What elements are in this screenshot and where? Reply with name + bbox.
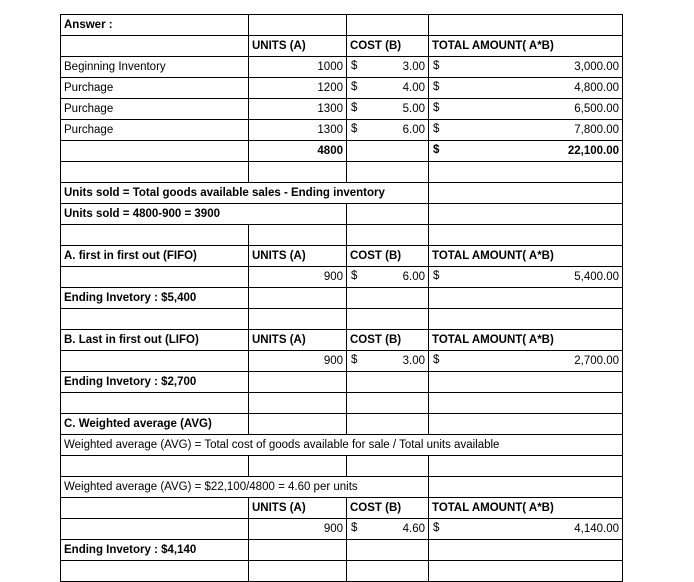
empty-cell: [347, 372, 429, 393]
lifo-row: [61, 351, 623, 372]
empty-cell: [249, 372, 347, 393]
totals-row: [61, 141, 623, 162]
fifo-row: [61, 267, 623, 288]
fifo-ending-row: [61, 288, 623, 309]
lifo-ending-inventory: Ending Invetory : $2,700: [61, 372, 249, 393]
row-total: [429, 99, 623, 120]
spacer-row: [61, 456, 623, 477]
empty-cell: [347, 456, 429, 477]
fifo-heading: A. first in first out (FIFO): [61, 246, 249, 267]
empty-cell: [347, 393, 429, 414]
header-cost: COST (B): [347, 330, 429, 351]
header-total: TOTAL AMOUNT( A*B): [429, 498, 623, 519]
empty-cell: [429, 225, 623, 246]
empty-cell: [429, 15, 623, 36]
spacer-row: [61, 309, 623, 330]
avg-computation-row: [61, 477, 623, 498]
empty-cell: [249, 456, 347, 477]
header-cost: COST (B): [347, 246, 429, 267]
row-units: 1300: [249, 120, 347, 141]
row-units: 1300: [249, 99, 347, 120]
empty-cell: [429, 309, 623, 330]
empty-cell: [249, 309, 347, 330]
empty-cell: [249, 561, 347, 582]
fifo-total: [429, 267, 623, 288]
currency-symbol: $: [351, 522, 358, 534]
row-cost-value: 4.00: [402, 82, 425, 94]
empty-cell: [61, 393, 249, 414]
currency-symbol: $: [351, 81, 358, 93]
empty-cell: [347, 414, 429, 435]
currency-symbol: $: [351, 123, 358, 135]
empty-cell: [249, 540, 347, 561]
empty-cell: [61, 141, 249, 162]
avg-formula: Weighted average (AVG) = Total cost of goods available for sale / Total units available: [61, 435, 623, 456]
empty-cell: [347, 162, 429, 183]
header-units: UNITS (A): [249, 246, 347, 267]
spacer-row: [61, 561, 623, 582]
empty-cell: [61, 351, 249, 372]
row-total: [429, 78, 623, 99]
currency-symbol: $: [433, 60, 440, 72]
spacer-row: [61, 225, 623, 246]
answer-title: Answer :: [61, 15, 249, 36]
lifo-cost-value: 3.00: [402, 355, 425, 367]
row-units: 1000: [249, 57, 347, 78]
total-amount-value: 22,100.00: [567, 145, 619, 157]
spacer-row: [61, 162, 623, 183]
empty-cell: [249, 393, 347, 414]
currency-symbol: $: [433, 354, 440, 366]
row-label: Beginning Inventory: [61, 57, 249, 78]
lifo-heading: B. Last in first out (LIFO): [61, 330, 249, 351]
table-row: [61, 99, 623, 120]
units-sold-value: Units sold = 4800-900 = 3900: [61, 204, 347, 225]
lifo-total: [429, 351, 623, 372]
header-cost: COST (B): [347, 36, 429, 57]
total-amount: [429, 141, 623, 162]
currency-symbol: $: [351, 354, 358, 366]
inventory-worksheet-table: [60, 14, 623, 582]
lifo-cost: [347, 351, 429, 372]
row-cost: [347, 99, 429, 120]
fifo-cost: [347, 267, 429, 288]
avg-total-value: 4,140.00: [574, 523, 619, 535]
fifo-total-value: 5,400.00: [574, 271, 619, 283]
total-units: 4800: [249, 141, 347, 162]
row-total-value: 3,000.00: [574, 61, 619, 73]
lifo-total-value: 2,700.00: [574, 355, 619, 367]
row-total-value: 4,800.00: [574, 82, 619, 94]
table-row: [61, 57, 623, 78]
empty-cell: [249, 288, 347, 309]
empty-cell: [61, 519, 249, 540]
avg-heading-row: [61, 414, 623, 435]
empty-cell: [429, 204, 623, 225]
empty-cell: [429, 414, 623, 435]
row-cost: [347, 57, 429, 78]
currency-symbol: $: [351, 270, 358, 282]
avg-ending-row: [61, 540, 623, 561]
empty-cell: [429, 183, 623, 204]
empty-cell: [429, 540, 623, 561]
avg-cost-value: 4.60: [402, 523, 425, 535]
currency-symbol: $: [433, 522, 440, 534]
row-cost-value: 5.00: [402, 103, 425, 115]
row-total: [429, 120, 623, 141]
header-total: TOTAL AMOUNT( A*B): [429, 246, 623, 267]
avg-cost: [347, 519, 429, 540]
empty-cell: [429, 477, 623, 498]
fifo-ending-inventory: Ending Invetory : $5,400: [61, 288, 249, 309]
table-row: [61, 15, 623, 36]
row-cost-value: 6.00: [402, 124, 425, 136]
row-label: Purchage: [61, 120, 249, 141]
units-sold-formula: Units sold = Total goods available sales - Ending inventory: [61, 183, 429, 204]
empty-cell: [61, 267, 249, 288]
empty-cell: [429, 456, 623, 477]
table-header-row: [61, 36, 623, 57]
empty-cell: [347, 288, 429, 309]
table-row: [61, 78, 623, 99]
row-total-value: 6,500.00: [574, 103, 619, 115]
header-units: UNITS (A): [249, 36, 347, 57]
empty-cell: [61, 225, 249, 246]
avg-heading: C. Weighted average (AVG): [61, 414, 249, 435]
empty-cell: [347, 309, 429, 330]
row-label: Purchage: [61, 99, 249, 120]
lifo-header-row: [61, 330, 623, 351]
row-units: 1200: [249, 78, 347, 99]
empty-cell: [429, 561, 623, 582]
table-row: [61, 183, 623, 204]
empty-cell: [61, 561, 249, 582]
empty-cell: [347, 225, 429, 246]
row-cost: [347, 120, 429, 141]
empty-cell: [429, 372, 623, 393]
currency-symbol: $: [351, 102, 358, 114]
empty-cell: [249, 225, 347, 246]
currency-symbol: $: [433, 270, 440, 282]
avg-formula-row: [61, 435, 623, 456]
row-label: Purchage: [61, 78, 249, 99]
avg-total: [429, 519, 623, 540]
currency-symbol: $: [433, 144, 440, 156]
fifo-units: 900: [249, 267, 347, 288]
row-total: [429, 57, 623, 78]
header-units: UNITS (A): [249, 330, 347, 351]
lifo-ending-row: [61, 372, 623, 393]
avg-computation: Weighted average (AVG) = $22,100/4800 = 4.60 per units: [61, 477, 429, 498]
empty-cell: [347, 204, 429, 225]
empty-cell: [429, 288, 623, 309]
empty-cell: [61, 498, 249, 519]
empty-cell: [61, 456, 249, 477]
table-row: [61, 204, 623, 225]
row-total-value: 7,800.00: [574, 124, 619, 136]
empty-cell: [429, 393, 623, 414]
currency-symbol: $: [351, 60, 358, 72]
spacer-row: [61, 393, 623, 414]
avg-units: 900: [249, 519, 347, 540]
avg-row: [61, 519, 623, 540]
empty-cell: [429, 162, 623, 183]
empty-cell: [61, 309, 249, 330]
empty-cell: [61, 162, 249, 183]
row-cost-value: 3.00: [402, 61, 425, 73]
avg-ending-inventory: Ending Invetory : $4,140: [61, 540, 249, 561]
fifo-header-row: [61, 246, 623, 267]
fifo-cost-value: 6.00: [402, 271, 425, 283]
empty-cell: [347, 141, 429, 162]
header-total: TOTAL AMOUNT( A*B): [429, 36, 623, 57]
empty-cell: [249, 162, 347, 183]
table-row: [61, 120, 623, 141]
avg-header-row: [61, 498, 623, 519]
header-total: TOTAL AMOUNT( A*B): [429, 330, 623, 351]
empty-cell: [249, 414, 347, 435]
header-cost: COST (B): [347, 498, 429, 519]
empty-cell: [347, 540, 429, 561]
currency-symbol: $: [433, 123, 440, 135]
spreadsheet: [60, 14, 622, 582]
currency-symbol: $: [433, 102, 440, 114]
row-cost: [347, 78, 429, 99]
empty-cell: [249, 15, 347, 36]
empty-cell: [347, 561, 429, 582]
header-units: UNITS (A): [249, 498, 347, 519]
lifo-units: 900: [249, 351, 347, 372]
currency-symbol: $: [433, 81, 440, 93]
empty-cell: [347, 15, 429, 36]
empty-cell: [61, 36, 249, 57]
